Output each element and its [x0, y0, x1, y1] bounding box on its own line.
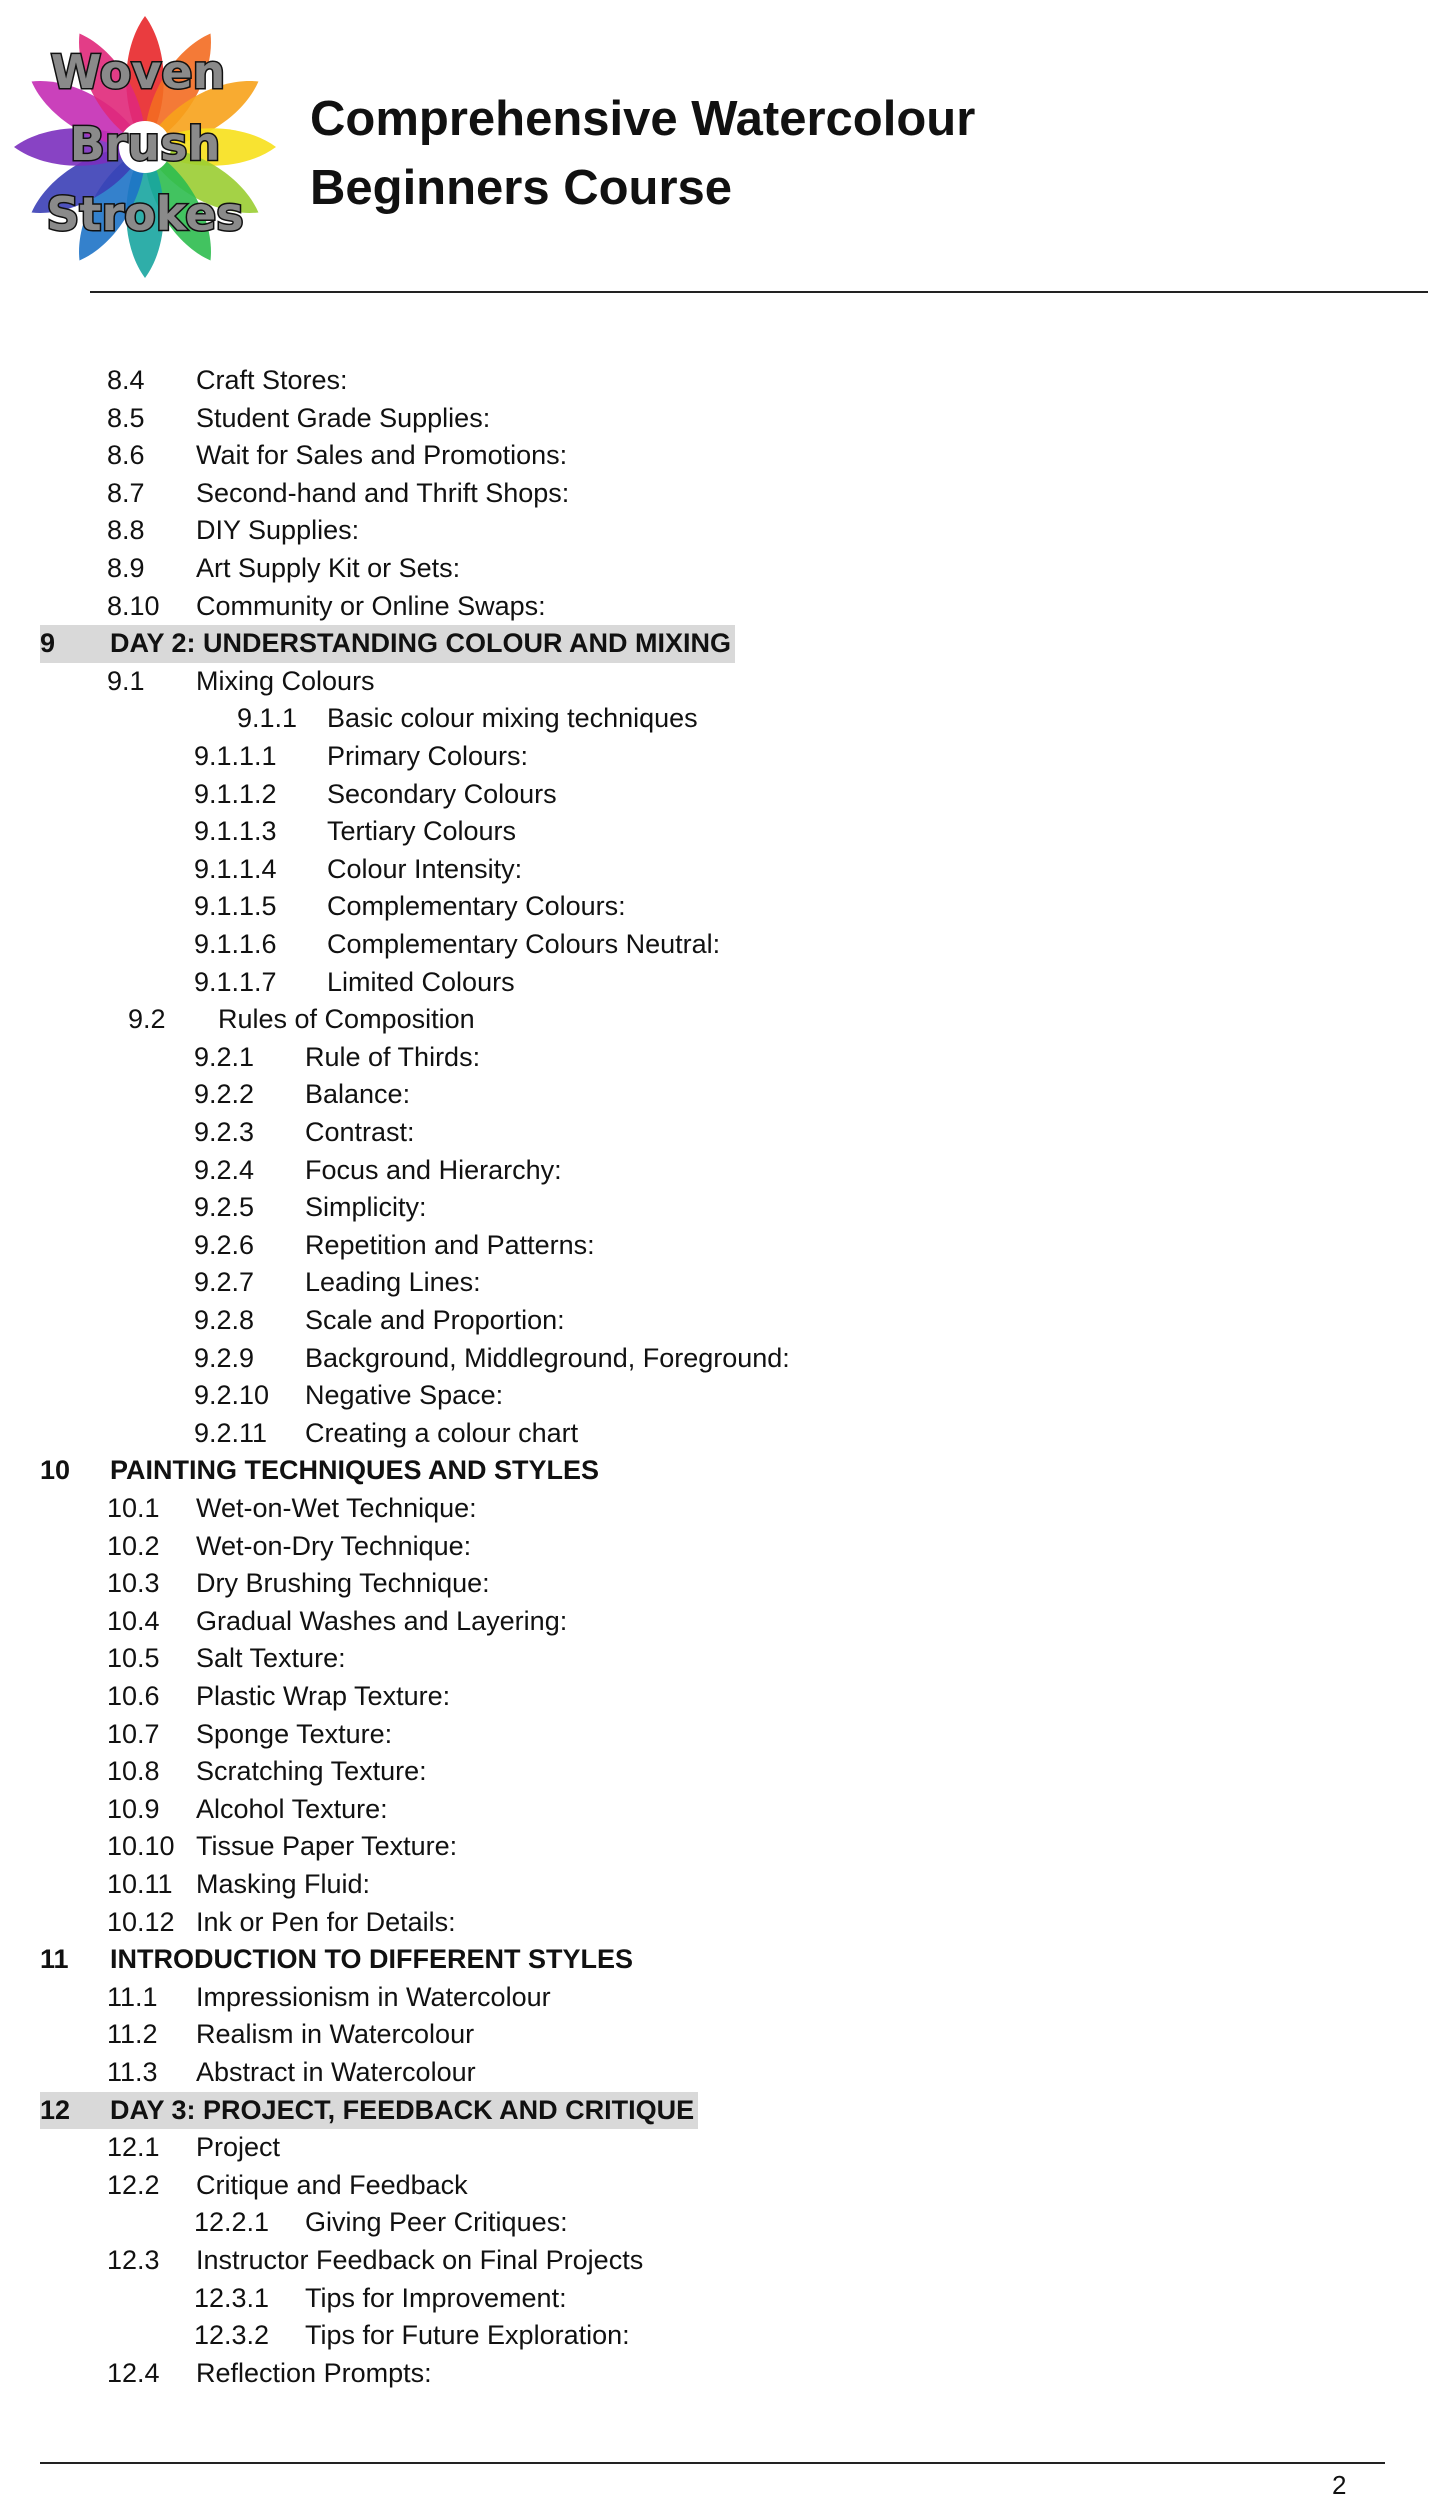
toc-number: 10	[40, 1455, 71, 1486]
toc-number: 9.2.9	[194, 1342, 255, 1373]
toc-number: 8.8	[107, 515, 145, 546]
toc-label: Leading Lines:	[305, 1267, 481, 1298]
toc-label: Complementary Colours:	[327, 891, 626, 922]
toc-entry[interactable]	[194, 1227, 595, 1265]
toc-number: 9.2.8	[194, 1305, 255, 1335]
toc-entry[interactable]	[194, 2280, 567, 2318]
toc-number: 10.1	[107, 1493, 160, 1523]
toc-entry[interactable]	[194, 888, 626, 926]
logo-word-3: Strokes	[46, 187, 244, 241]
toc-label: Tips for Improvement:	[305, 2282, 567, 2313]
toc-number: 12.3.1	[194, 2282, 270, 2313]
toc-number: 8.7	[107, 477, 145, 508]
toc-number: 8.9	[107, 553, 145, 583]
toc-number: 8.10	[107, 590, 160, 621]
toc-number: 10.7	[107, 1718, 160, 1749]
toc-label: Primary Colours:	[327, 741, 529, 771]
toc-entry[interactable]	[107, 2054, 476, 2092]
toc-number: 8.4	[107, 365, 145, 395]
toc-entry[interactable]	[107, 1603, 567, 1641]
toc-label: Craft Stores:	[196, 365, 348, 395]
toc-number: 12.1	[107, 2132, 160, 2163]
toc-number: 9.2	[128, 1004, 166, 1035]
toc-number: 10.8	[107, 1756, 160, 1787]
toc-entry[interactable]	[107, 2016, 474, 2054]
toc-label: INTRODUCTION TO DIFFERENT STYLES	[110, 1944, 634, 1975]
toc-number: 9.2.7	[194, 1267, 255, 1298]
toc-entry[interactable]	[194, 813, 516, 851]
toc-entry[interactable]	[107, 512, 359, 550]
toc-number: 9.1.1.5	[194, 891, 277, 922]
toc-number: 11.1	[107, 1981, 158, 2012]
toc-label: Creating a colour chart	[305, 1417, 579, 1448]
toc-entry[interactable]	[107, 1490, 477, 1528]
toc-label: Colour Intensity:	[327, 853, 523, 884]
toc-number: 9.2.4	[194, 1154, 255, 1185]
toc-label: Giving Peer Critiques:	[305, 2207, 568, 2238]
toc-number: 9.2.1	[194, 1041, 255, 1072]
toc-number: 10.4	[107, 1605, 160, 1636]
toc-number: 9	[40, 628, 56, 659]
toc-label: Balance:	[305, 1079, 411, 1110]
toc-label: Simplicity:	[305, 1192, 427, 1223]
toc-number: 12.2.1	[194, 2207, 270, 2238]
toc-label: Tips for Future Exploration:	[305, 2320, 630, 2351]
document-title	[310, 85, 975, 223]
toc-label: Basic colour mixing techniques	[327, 703, 698, 734]
toc-number: 9.1	[107, 665, 145, 696]
toc-label: Tertiary Colours	[327, 816, 517, 847]
toc-number: 9.2.2	[194, 1079, 255, 1110]
toc-number: 10.2	[107, 1530, 160, 1561]
toc-number: 9.2.11	[194, 1417, 268, 1448]
toc-number: 10.5	[107, 1643, 160, 1674]
toc-label: Reflection Prompts:	[196, 2357, 432, 2388]
toc-number: 12.2	[107, 2169, 160, 2200]
toc-number: 10.10	[107, 1831, 175, 1862]
toc-entry[interactable]	[194, 964, 515, 1002]
toc-heading[interactable]	[40, 1452, 599, 1490]
logo-word-2: Brush	[69, 117, 221, 171]
toc-label: Focus and Hierarchy:	[305, 1154, 562, 1185]
toc-number: 12.3.2	[194, 2320, 270, 2351]
toc-entry[interactable]	[107, 1716, 392, 1754]
toc-entry[interactable]	[194, 1415, 578, 1453]
toc-number: 9.2.6	[194, 1229, 255, 1260]
toc-entry[interactable]	[107, 475, 569, 513]
toc-label: Salt Texture:	[196, 1643, 346, 1674]
toc-entry[interactable]	[194, 2317, 630, 2355]
toc-label: Rules of Composition	[218, 1004, 475, 1035]
woven-brush-strokes-logo	[8, 10, 283, 285]
toc-entry[interactable]	[107, 1678, 450, 1716]
toc-entry[interactable]	[194, 1340, 790, 1378]
toc-entry[interactable]	[107, 1979, 551, 2017]
toc-number: 10.3	[107, 1568, 160, 1599]
toc-label: Alcohol Texture:	[196, 1793, 388, 1824]
toc-number: 9.2.10	[194, 1380, 270, 1411]
toc-number: 11	[40, 1944, 69, 1975]
toc-number: 12	[40, 2094, 71, 2125]
toc-entry[interactable]	[107, 1904, 456, 1942]
toc-entry[interactable]	[194, 1039, 480, 1077]
toc-entry[interactable]	[128, 1001, 475, 1039]
toc-label: Instructor Feedback on Final Projects	[196, 2245, 644, 2275]
toc-label: Scratching Texture:	[196, 1756, 427, 1787]
toc-label: Mixing Colours	[196, 665, 375, 696]
toc-entry[interactable]	[107, 2167, 468, 2205]
toc-label: DIY Supplies:	[196, 515, 360, 546]
toc-number: 9.1.1.1	[194, 741, 277, 771]
toc-label: Impressionism in Watercolour	[196, 1981, 551, 2012]
toc-entry[interactable]	[194, 1264, 481, 1302]
document-title-line-1: Comprehensive Watercolour	[310, 92, 976, 146]
toc-entry[interactable]	[107, 663, 375, 701]
toc-number: 9.1.1.2	[194, 778, 277, 809]
toc-label: Second-hand and Thrift Shops:	[196, 477, 570, 508]
toc-heading-highlight	[40, 1941, 633, 1979]
toc-label: DAY 3: PROJECT, FEEDBACK AND CRITIQUE	[110, 2094, 695, 2125]
toc-label: PAINTING TECHNIQUES AND STYLES	[110, 1455, 600, 1486]
toc-number: 10.11	[107, 1869, 173, 1899]
toc-number: 10.9	[107, 1793, 160, 1824]
toc-entry[interactable]	[107, 1528, 471, 1566]
toc-entry[interactable]	[107, 1791, 388, 1829]
toc-label: Community or Online Swaps:	[196, 590, 546, 621]
toc-entry[interactable]	[194, 1302, 565, 1340]
toc-label: Negative Space:	[305, 1380, 504, 1411]
toc-label: Project	[196, 2132, 281, 2163]
toc-number: 9.1.1.4	[194, 853, 277, 884]
toc-label: Wet-on-Dry Technique:	[196, 1530, 472, 1561]
toc-number: 10.12	[107, 1906, 175, 1937]
toc-entry[interactable]	[107, 2242, 643, 2280]
toc-number: 9.1.1.6	[194, 929, 277, 959]
toc-heading[interactable]	[40, 1941, 633, 1979]
toc-entry[interactable]	[107, 550, 460, 588]
toc-entry[interactable]	[237, 700, 698, 738]
toc-number: 11.2	[107, 2019, 158, 2050]
toc-heading-highlight	[40, 625, 735, 663]
toc-label: Tissue Paper Texture:	[196, 1831, 458, 1862]
toc-label: Sponge Texture:	[196, 1718, 393, 1749]
toc-label: Scale and Proportion:	[305, 1305, 565, 1335]
footer-divider	[40, 2462, 1385, 2464]
toc-number: 8.6	[107, 440, 145, 471]
toc-number: 9.2.5	[194, 1192, 255, 1223]
toc-entry[interactable]	[194, 1152, 562, 1190]
header-divider	[90, 291, 1428, 293]
toc-number: 12.3	[107, 2245, 160, 2275]
toc-label: Limited Colours	[327, 966, 515, 997]
toc-label: Gradual Washes and Layering:	[196, 1605, 568, 1636]
toc-label: Contrast:	[305, 1117, 415, 1147]
toc-label: Critique and Feedback	[196, 2169, 468, 2200]
toc-entry[interactable]	[107, 2355, 432, 2393]
toc-entry[interactable]	[107, 2129, 280, 2167]
toc-entry[interactable]	[194, 926, 720, 964]
toc-entry[interactable]	[194, 1076, 410, 1114]
toc-number: 9.1.1.3	[194, 816, 277, 847]
toc-entry[interactable]	[107, 1565, 490, 1603]
toc-heading[interactable]	[40, 2092, 698, 2130]
toc-heading[interactable]	[40, 625, 735, 663]
toc-entry[interactable]	[107, 437, 567, 475]
toc-entry[interactable]	[107, 1866, 370, 1904]
document-title-line-2: Beginners Course	[310, 161, 733, 215]
toc-entry[interactable]	[107, 400, 490, 438]
toc-entry[interactable]	[107, 588, 546, 626]
toc-entry[interactable]	[194, 1377, 503, 1415]
toc-number: 8.5	[107, 402, 145, 433]
toc-label: Wait for Sales and Promotions:	[196, 440, 568, 471]
toc-heading-highlight	[40, 2092, 698, 2130]
toc-entry[interactable]	[107, 362, 348, 400]
toc-number: 9.1.1	[237, 703, 298, 734]
toc-entry[interactable]	[194, 2204, 568, 2242]
toc-label: DAY 2: UNDERSTANDING COLOUR AND MIXING	[110, 628, 732, 659]
toc-label: Realism in Watercolour	[196, 2019, 475, 2050]
toc-label: Dry Brushing Technique:	[196, 1568, 490, 1599]
page-number: 2	[1332, 2470, 1347, 2500]
toc-entry[interactable]	[107, 1640, 346, 1678]
toc-entry[interactable]	[194, 1114, 415, 1152]
toc-number: 9.1.1.7	[194, 966, 277, 997]
toc-number: 10.6	[107, 1681, 160, 1711]
toc-label: Abstract in Watercolour	[196, 2057, 476, 2087]
toc-label: Student Grade Supplies:	[196, 402, 491, 433]
toc-number: 9.2.3	[194, 1117, 255, 1147]
toc-entry[interactable]	[107, 1753, 427, 1791]
toc-label: Secondary Colours	[327, 778, 557, 809]
toc-label: Ink or Pen for Details:	[196, 1906, 456, 1937]
toc-heading-highlight	[40, 1452, 599, 1490]
toc-label: Masking Fluid:	[196, 1869, 371, 1899]
toc-entry[interactable]	[194, 1189, 427, 1227]
toc-entry[interactable]	[107, 1828, 457, 1866]
logo-word-1: Woven	[50, 45, 226, 99]
toc-label: Plastic Wrap Texture:	[196, 1681, 451, 1711]
toc-entry[interactable]	[194, 851, 522, 889]
toc-number: 11.3	[107, 2057, 158, 2087]
toc-label: Wet-on-Wet Technique:	[196, 1493, 477, 1523]
toc-label: Rule of Thirds:	[305, 1041, 481, 1072]
toc-entry[interactable]	[194, 776, 557, 814]
toc-label: Art Supply Kit or Sets:	[196, 553, 461, 583]
toc-entry[interactable]	[194, 738, 528, 776]
toc-number: 12.4	[107, 2357, 160, 2388]
toc-label: Repetition and Patterns:	[305, 1229, 595, 1260]
toc-label: Background, Middleground, Foreground:	[305, 1342, 790, 1373]
toc-label: Complementary Colours Neutral:	[327, 929, 721, 959]
